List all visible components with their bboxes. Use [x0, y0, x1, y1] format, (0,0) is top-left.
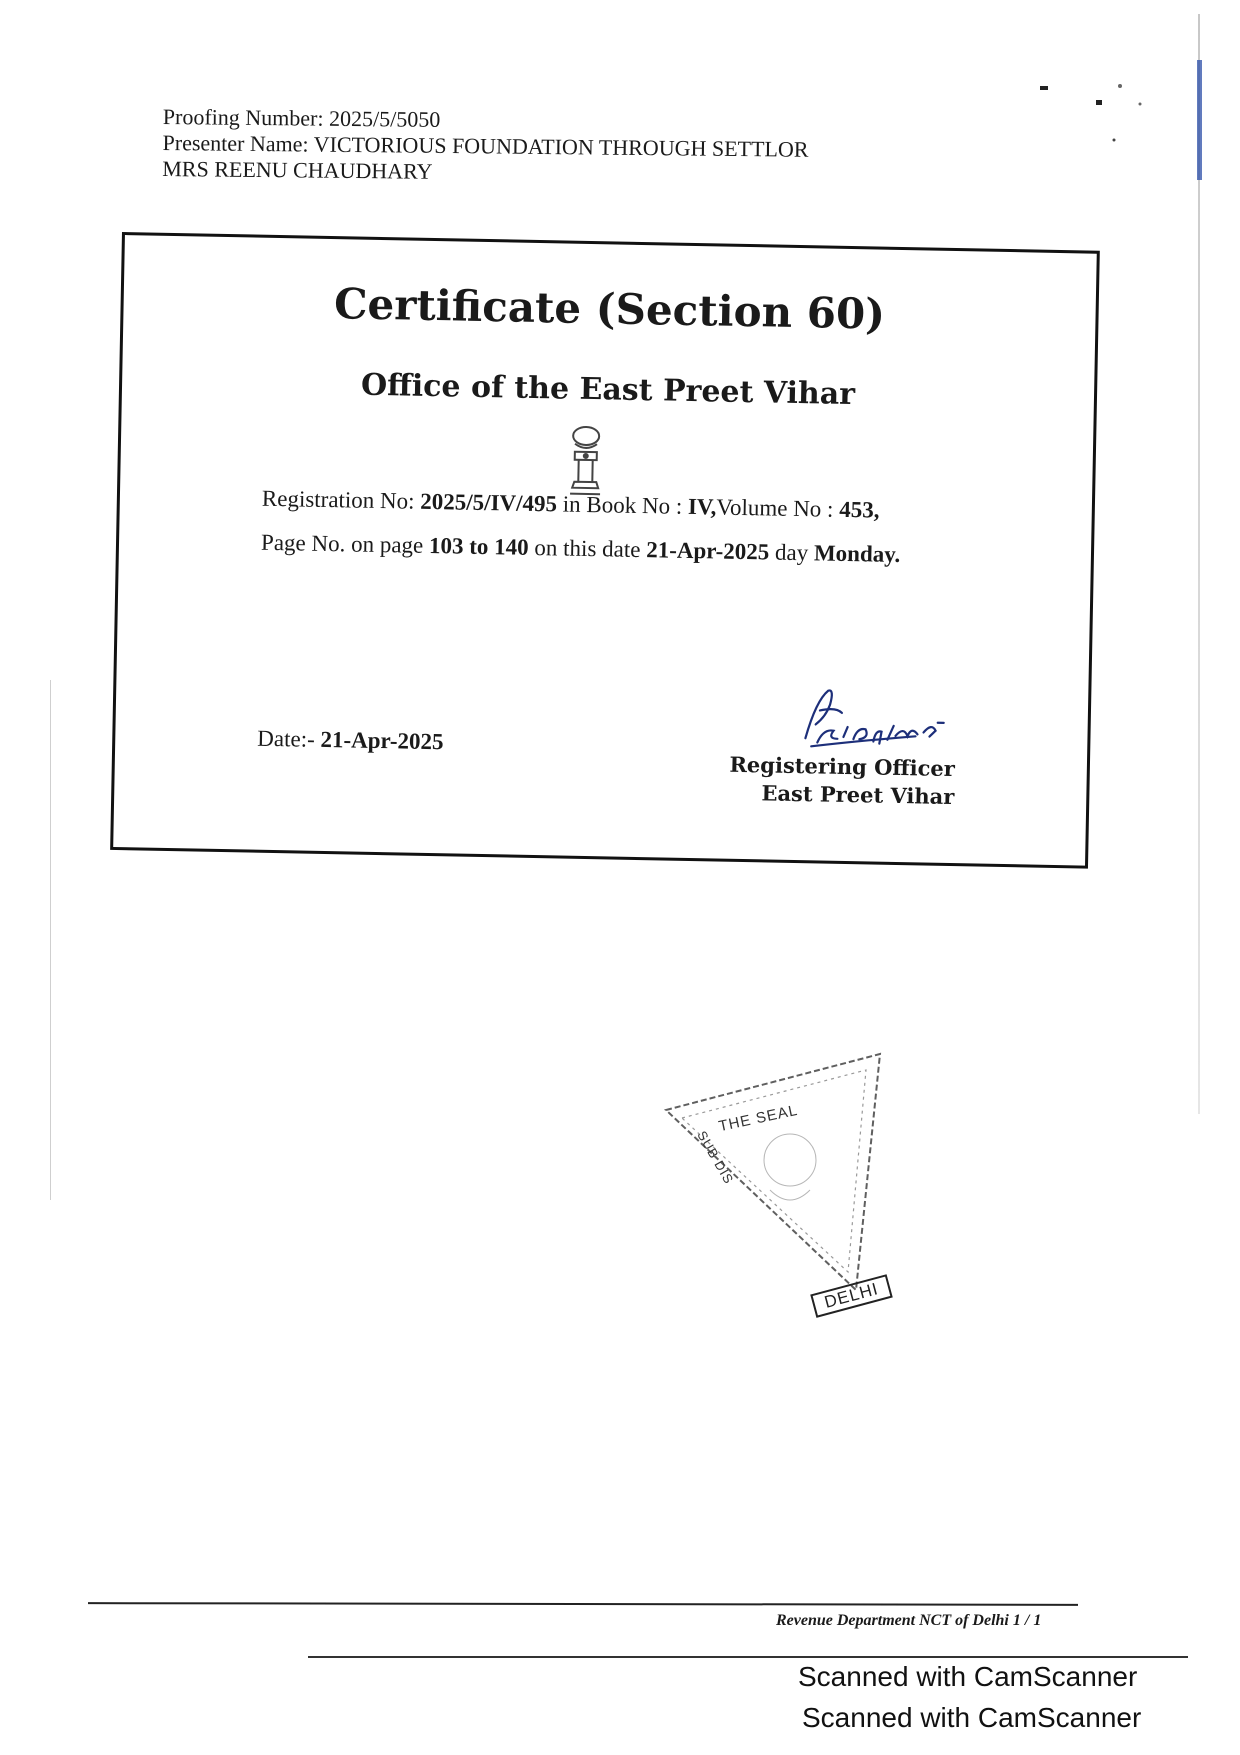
seal-text-top: THE SEAL — [717, 1101, 800, 1136]
page-to-label: to — [469, 533, 489, 560]
document-header — [162, 104, 963, 190]
book-number: IV, — [687, 493, 717, 520]
registration-day: Monday. — [813, 540, 901, 567]
certificate-box — [110, 232, 1100, 869]
footer-divider-2 — [308, 1656, 1188, 1658]
camscanner-watermark-1: Scanned with CamScanner — [798, 1661, 1138, 1692]
presenter-label: Presenter Name: — [162, 129, 309, 157]
book-label: in Book No : — [562, 491, 683, 519]
seal-text-delhi: DELHI — [810, 1274, 893, 1318]
registration-number: 2025/5/IV/495 — [420, 488, 558, 517]
volume-number: 453, — [838, 496, 880, 523]
volume-label: Volume No : — [716, 494, 834, 522]
page-line — [261, 530, 1021, 571]
footer-department: Revenue Department NCT of Delhi 1 / 1 — [776, 1612, 1042, 1629]
presenter-name-line1: VICTORIOUS FOUNDATION THROUGH SETTLOR — [313, 131, 809, 162]
office-title: Office of the East Preet Vihar — [360, 367, 856, 413]
seal-text-side: SUB DIS — [694, 1128, 737, 1187]
page-from: 103 — [428, 532, 464, 559]
registration-date: 21-Apr-2025 — [645, 537, 770, 565]
officer-office: East Preet Vihar — [761, 780, 955, 810]
page-to: 140 — [493, 534, 529, 560]
left-page-edge — [50, 680, 51, 1200]
certificate-date — [257, 726, 444, 756]
proofing-label: Proofing Number: — [162, 104, 324, 131]
presenter-name-line2: MRS REENU CHAUDHARY — [162, 155, 433, 184]
day-label: day — [774, 539, 809, 566]
camscanner-watermark-2: Scanned with CamScanner — [802, 1702, 1142, 1733]
certificate-title: Certificate (Section 60) — [333, 279, 886, 339]
registering-officer — [714, 750, 955, 811]
proofing-number: 2025/5/5050 — [328, 105, 441, 132]
national-emblem-icon — [560, 421, 611, 498]
registration-line — [262, 486, 1022, 527]
footer-date-label: Date:- — [257, 725, 316, 752]
page-edge-accent — [1197, 60, 1202, 180]
officer-signature — [775, 680, 956, 753]
date-label: on this date — [534, 534, 641, 563]
footer-date: 21-Apr-2025 — [320, 726, 444, 755]
officer-title: Registering Officer — [729, 751, 956, 782]
scan-specks — [1040, 80, 1170, 160]
footer-divider — [88, 1602, 1078, 1606]
page-label: Page No. on page — [260, 529, 424, 558]
registration-label: Registration No: — [261, 485, 415, 514]
